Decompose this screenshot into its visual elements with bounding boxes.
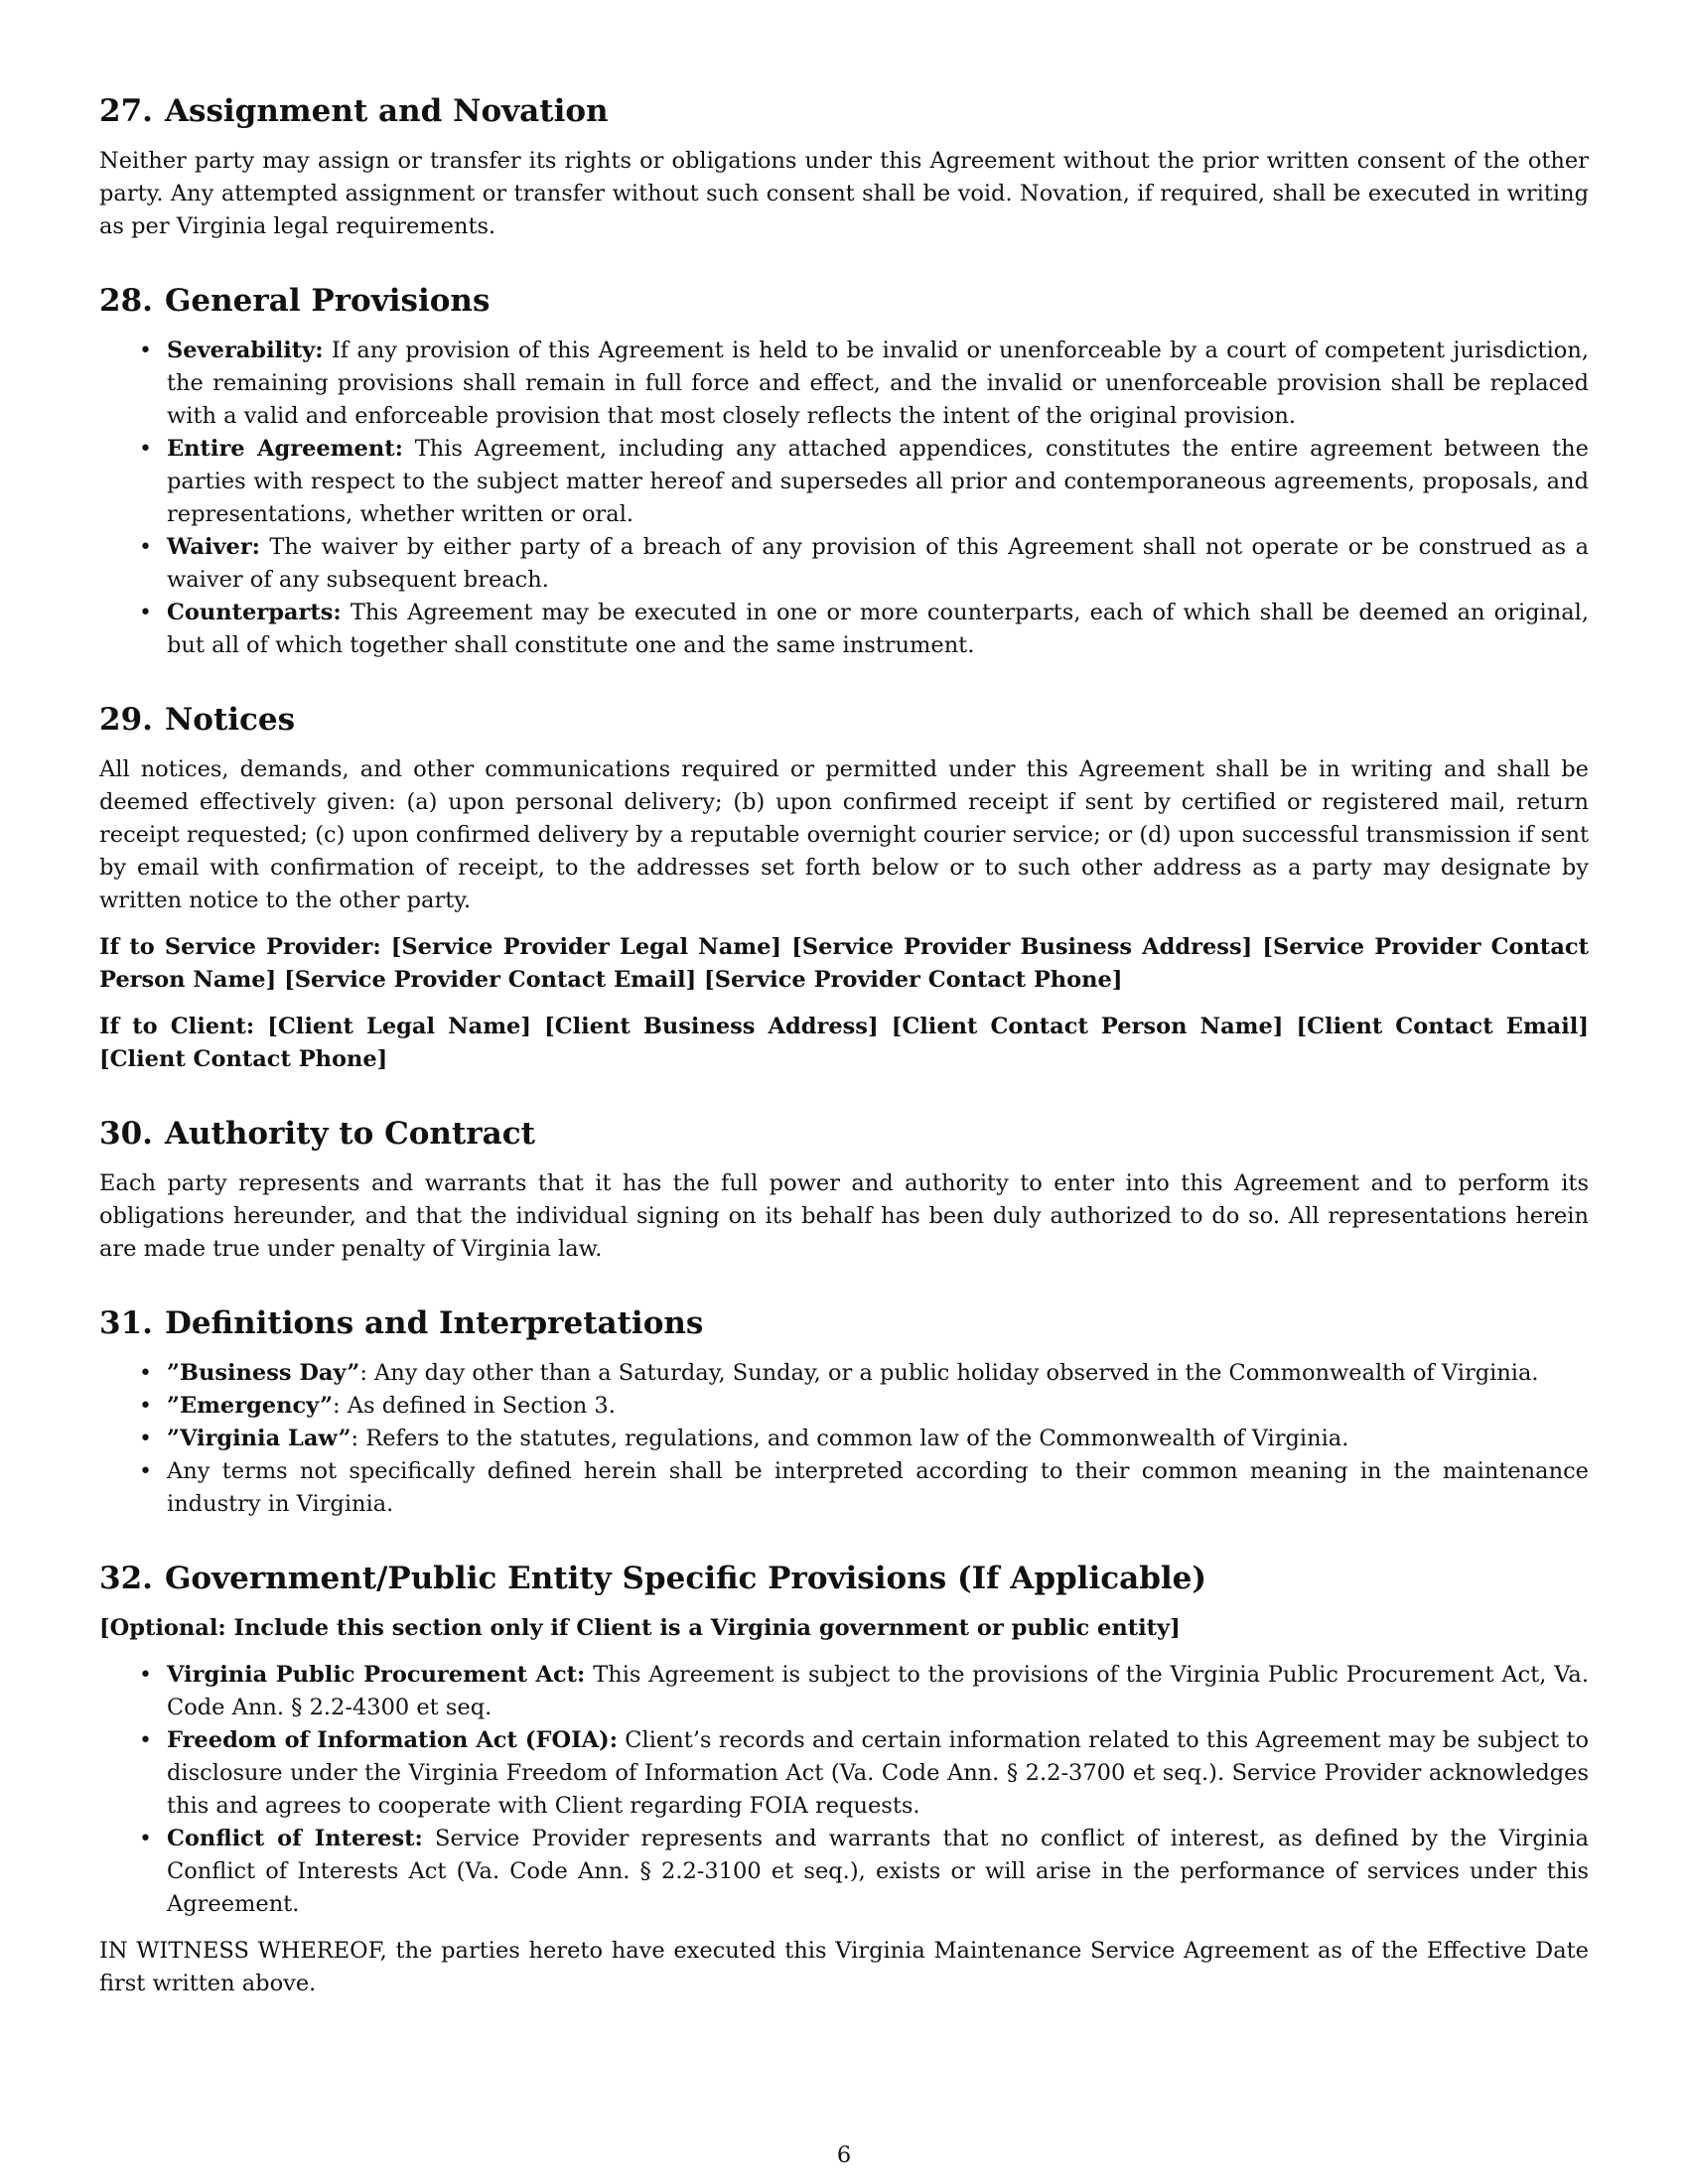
section-29 (99, 700, 1589, 1076)
list-item: • Any terms not specifically defined herein shall be interpreted according to their common meaning in the maintenance industry in Virginia. (167, 1455, 1589, 1521)
list-item: • ”Emergency”: As defined in Section 3. (167, 1390, 1589, 1423)
section-body: Neither party may assign or transfer its rights or obligations under this Agreement without the prior written consent of the other party. Any attempted assignment or transfer without such consent shall be void. Novation, if required, shall be executed in writing as per Virginia legal requirements. (99, 148, 1589, 239)
list-item: • Waiver: The waiver by either party of a breach of any provision of this Agreement shall not operate or be construed as a waiver of any subsequent breach. (167, 531, 1589, 597)
list-item: • Counterparts: This Agreement may be executed in one or more counterparts, each of which shall be deemed an original, but all of which together shall constitute one and the same instrument. (167, 597, 1589, 662)
section-28 (99, 281, 1589, 662)
section-body: Each party represents and warrants that it has the full power and authority to enter into this Agreement and to perform its obligations hereunder, and that the individual signing on its behalf has been duly authorized to do so. All representations herein are made true under penalty of Virginia law. (99, 1170, 1589, 1262)
section-heading: 29. Notices (99, 702, 296, 738)
section-heading: 31. Definitions and Interpretations (99, 1305, 704, 1341)
list-item: • Freedom of Information Act (FOIA): Client’s records and certain information related to this Agreement may be subject to disclosure under the Virginia Freedom of Information Act (Va. Code Ann. § 2.2-3700 et seq.). Service Provider acknowledges this and agrees to cooperate with Client regarding FOIA requests. (167, 1724, 1589, 1823)
section-body: All notices, demands, and other communications required or permitted under this Agreement shall be in writing and shall be deemed effectively given: (a) upon personal delivery; (b) upon confirmed receipt if sent by certified or registered mail, return receipt requested; (c) upon confirmed delivery by a reputable overnight courier service; or (d) upon successful transmission if sent by email with confirmation of receipt, to the addresses set forth below or to such other address as a party may designate by written notice to the other party. (99, 756, 1589, 913)
section-27 (99, 91, 1589, 243)
page-number: 6 (836, 2142, 852, 2168)
document-page (99, 91, 1589, 2038)
section-32 (99, 1559, 1589, 2000)
bullet-list (99, 1357, 1589, 1521)
list-item: • ”Business Day”: Any day other than a Saturday, Sunday, or a public holiday observed in the Commonwealth of Virginia. (167, 1357, 1589, 1390)
provider-address-block: If to Service Provider: [Service Provider Legal Name] [Service Provider Business Address] [Service Provider Contact Person Name] [Service Provider Contact Email] [Service Provider Contact Phone] (99, 934, 1589, 993)
bullet-list (99, 335, 1589, 662)
list-item: • ”Virginia Law”: Refers to the statutes, regulations, and common law of the Commonwealth of Virginia. (167, 1423, 1589, 1455)
witness-clause: IN WITNESS WHEREOF, the parties hereto have executed this Virginia Maintenance Service Agreement as of the Effective Date first written above. (99, 1938, 1589, 1996)
section-heading: 27. Assignment and Novation (99, 93, 609, 129)
optional-note: [Optional: Include this section only if Client is a Virginia government or public entity] (99, 1615, 1181, 1641)
section-heading: 30. Authority to Contract (99, 1116, 535, 1152)
section-30 (99, 1114, 1589, 1266)
section-heading: 32. Government/Public Entity Specific Provisions (If Applicable) (99, 1561, 1207, 1596)
client-address-block: If to Client: [Client Legal Name] [Client Business Address] [Client Contact Person Name] [Client Contact Email] [Client Contact Phone] (99, 1014, 1589, 1072)
section-31 (99, 1303, 1589, 1521)
list-item: • Conflict of Interest: Service Provider represents and warrants that no conflict of interest, as defined by the Virginia Conflict of Interests Act (Va. Code Ann. § 2.2-3100 et seq.), exists or will arise in the performance of services under this Agreement. (167, 1823, 1589, 1921)
list-item: • Virginia Public Procurement Act: This Agreement is subject to the provisions of the Virginia Public Procurement Act, Va. Code Ann. § 2.2-4300 et seq. (167, 1659, 1589, 1724)
section-heading: 28. General Provisions (99, 283, 491, 319)
list-item: • Severability: If any provision of this Agreement is held to be invalid or unenforceable by a court of competent jurisdiction, the remaining provisions shall remain in full force and effect, and the invalid or unenforceable provision shall be replaced with a valid and enforceable provision that most closely reflects the intent of the original provision. (167, 335, 1589, 433)
list-item: • Entire Agreement: This Agreement, including any attached appendices, constitutes the entire agreement between the parties with respect to the subject matter hereof and supersedes all prior and contemporaneous agreements, proposals, and representations, whether written or oral. (167, 433, 1589, 531)
bullet-list (99, 1659, 1589, 1921)
